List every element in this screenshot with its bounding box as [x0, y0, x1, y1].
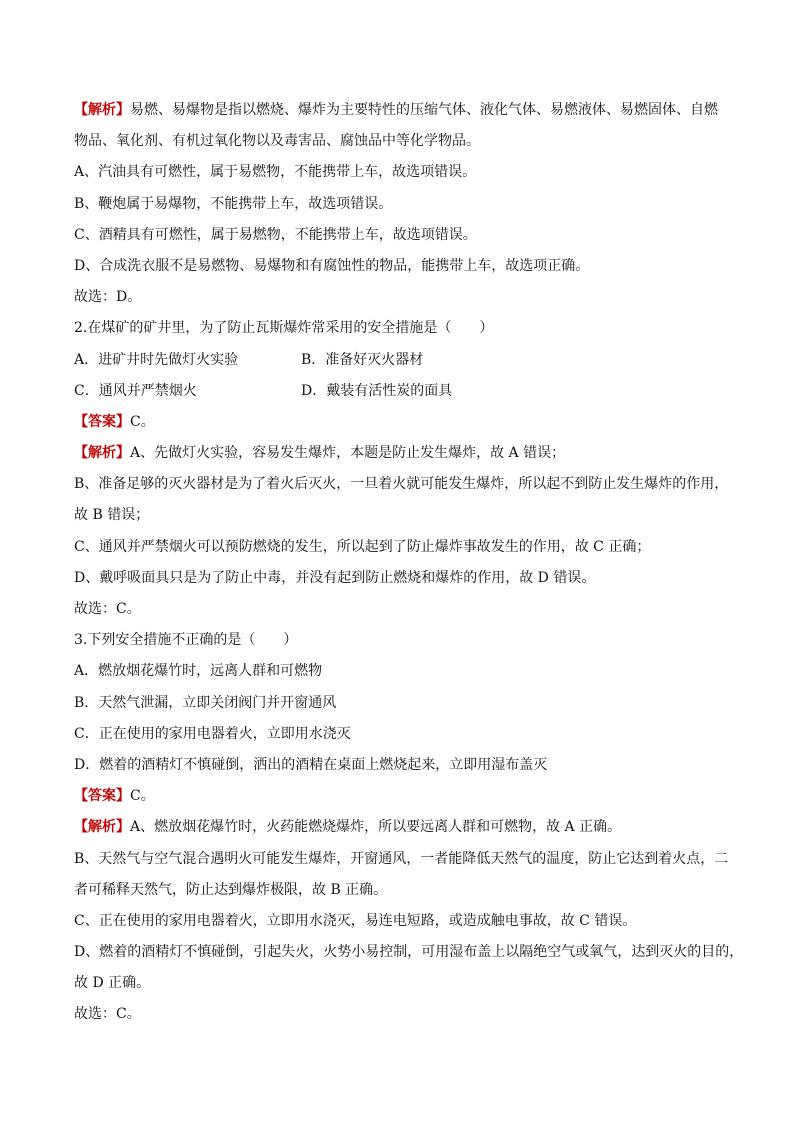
analysis-tag: 【解析】	[74, 445, 130, 462]
q2-option-c: C．通风并严禁烟火	[74, 382, 197, 399]
q1-analysis-line1: 【解析】易燃、易爆物是指以燃烧、爆炸为主要特性的压缩气体、液化气体、易燃液体、易燃固体、自燃	[74, 102, 718, 118]
q2-analysis-c: C、通风并严禁烟火可以预防燃烧的发生，所以起到了防止爆炸事故发生的作用，故 C 正确；	[74, 538, 651, 555]
q2-option-d: D．戴装有活性炭的面具	[301, 382, 453, 399]
q2-options-row1	[74, 345, 734, 376]
q2-options-row2	[74, 376, 734, 407]
analysis-tag: 【解析】	[74, 102, 130, 118]
q3-conclusion: 故选：C。	[74, 1006, 141, 1023]
q3-option-a: A．燃放烟花爆竹时，远离人群和可燃物	[74, 663, 323, 680]
q1-analysis-b: B、鞭炮属于易爆物，不能携带上车，故选项错误。	[74, 195, 393, 212]
q3-analysis-a: 【解析】A、燃放烟花爆竹时，火药能燃烧爆炸，所以要远离人群和可燃物，故 A 正确。	[74, 819, 622, 836]
q2-answer: 【答案】C。	[74, 413, 155, 430]
q2-analysis-d: D、戴呼吸面具只是为了防止中毒，并没有起到防止燃烧和爆炸的作用，故 D 错误。	[74, 569, 596, 586]
answer-tag: 【答案】	[74, 413, 130, 430]
q3-question: 3.下列安全措施不正确的是（ ）	[74, 632, 298, 649]
q1-analysis-a: A、汽油具有可燃性，属于易燃物，不能携带上车，故选项错误。	[74, 164, 477, 181]
q2-option-b: B．准备好灭火器材	[301, 351, 424, 368]
q3-option-c: C．正在使用的家用电器着火，立即用水浇灭	[74, 725, 351, 742]
q1-analysis-d: D、合成洗衣服不是易燃物、易爆物和有腐蚀性的物品，能携带上车，故选项正确。	[74, 257, 590, 274]
q3-analysis-c: C、正在使用的家用电器着火，立即用水浇灭，易连电短路，或造成触电事故，故 C 错误。	[74, 912, 637, 929]
q2-option-a: A．进矿井时先做灯火实验	[74, 351, 239, 368]
q3-analysis-b-line2: 者可稀释天然气，防止达到爆炸极限，故 B 正确。	[74, 881, 388, 898]
q2-conclusion: 故选：C。	[74, 601, 141, 617]
q2-analysis-b-line2: 故 B 错误；	[74, 507, 150, 524]
q3-analysis-d-line1: D、燃着的酒精灯不慎碰倒，引起失火，火势小易控制，可用湿布盖上以隔绝空气或氧气，达到灭火的目的，	[74, 944, 744, 961]
q3-analysis-d-line2: 故 D 正确。	[74, 975, 151, 992]
q2-question: 2.在煤矿的矿井里，为了防止瓦斯爆炸常采用的安全措施是（ ）	[74, 320, 494, 337]
q1-conclusion: 故选：D。	[74, 289, 142, 306]
analysis-tag: 【解析】	[74, 819, 130, 836]
q3-analysis-b-line1: B、天然气与空气混合遇明火可能发生爆炸，开窗通风，一者能降低天然气的温度，防止它达到着火点，二	[74, 850, 729, 867]
document-page	[74, 95, 744, 1031]
q3-option-d: D．燃着的酒精灯不慎碰倒，洒出的酒精在桌面上燃烧起来，立即用湿布盖灭	[74, 756, 548, 773]
q2-analysis-b-line1: B、准备足够的灭火器材是为了着火后灭火，一旦着火就可能发生爆炸，所以起不到防止发生爆炸的作用，	[74, 476, 729, 493]
q2-analysis-a: 【解析】A、先做灯火实验，容易发生爆炸，本题是防止发生爆炸，故 A 错误；	[74, 445, 566, 462]
q1-analysis-c: C、酒精具有可燃性，属于易燃物，不能携带上车，故选项错误。	[74, 226, 477, 243]
q3-answer: 【答案】C。	[74, 788, 155, 805]
q3-option-b: B．天然气泄漏，立即关闭阀门并开窗通风	[74, 694, 337, 711]
answer-tag: 【答案】	[74, 788, 130, 805]
q1-analysis-line2: 物品、氧化剂、有机过氧化物以及毒害品、腐蚀品中等化学物品。	[74, 133, 480, 150]
